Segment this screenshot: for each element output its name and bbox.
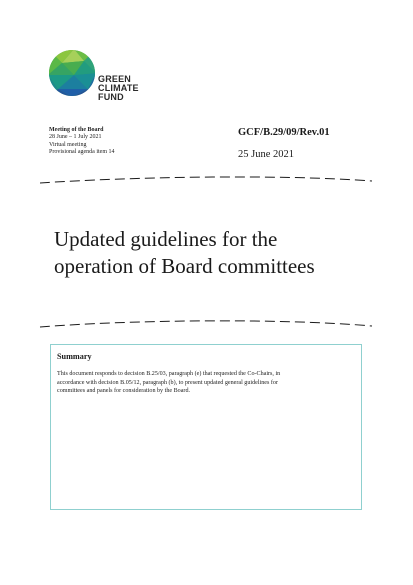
summary-line-2: accordance with decision B.05/12, paragraph (b), to present updated general guidelines for (57, 379, 278, 386)
logo-line-green: GREEN (98, 74, 132, 84)
meeting-info (49, 127, 115, 156)
document-title (54, 226, 374, 280)
logo-line-fund: FUND (98, 92, 124, 102)
document-reference: GCF/B.29/09/Rev.01 (238, 127, 330, 138)
title-line-2: operation of Board committees (54, 254, 315, 278)
logo-line-climate: CLIMATE (98, 83, 139, 93)
title-line-1: Updated guidelines for the (54, 227, 278, 251)
decorative-divider-bottom (38, 318, 374, 330)
summary-box (50, 344, 362, 510)
summary-line-3: committees and panels for consideration by the Board. (57, 388, 191, 395)
summary-line-1: This document responds to decision B.25/03, paragraph (e) that requested the Co-Chairs, in (57, 371, 281, 377)
gcf-logo (48, 49, 148, 101)
agenda-item: Provisional agenda item 14 (49, 148, 115, 155)
decorative-divider-top (38, 174, 374, 186)
meeting-dates: 28 June – 1 July 2021 (49, 134, 102, 141)
globe-logo-icon (48, 49, 96, 97)
document-date: 25 June 2021 (238, 149, 294, 160)
meeting-title: Meeting of the Board (49, 127, 104, 133)
summary-text (57, 370, 355, 396)
summary-heading: Summary (57, 352, 92, 361)
meeting-mode: Virtual meeting (49, 141, 87, 148)
logo-wordmark (98, 75, 139, 102)
